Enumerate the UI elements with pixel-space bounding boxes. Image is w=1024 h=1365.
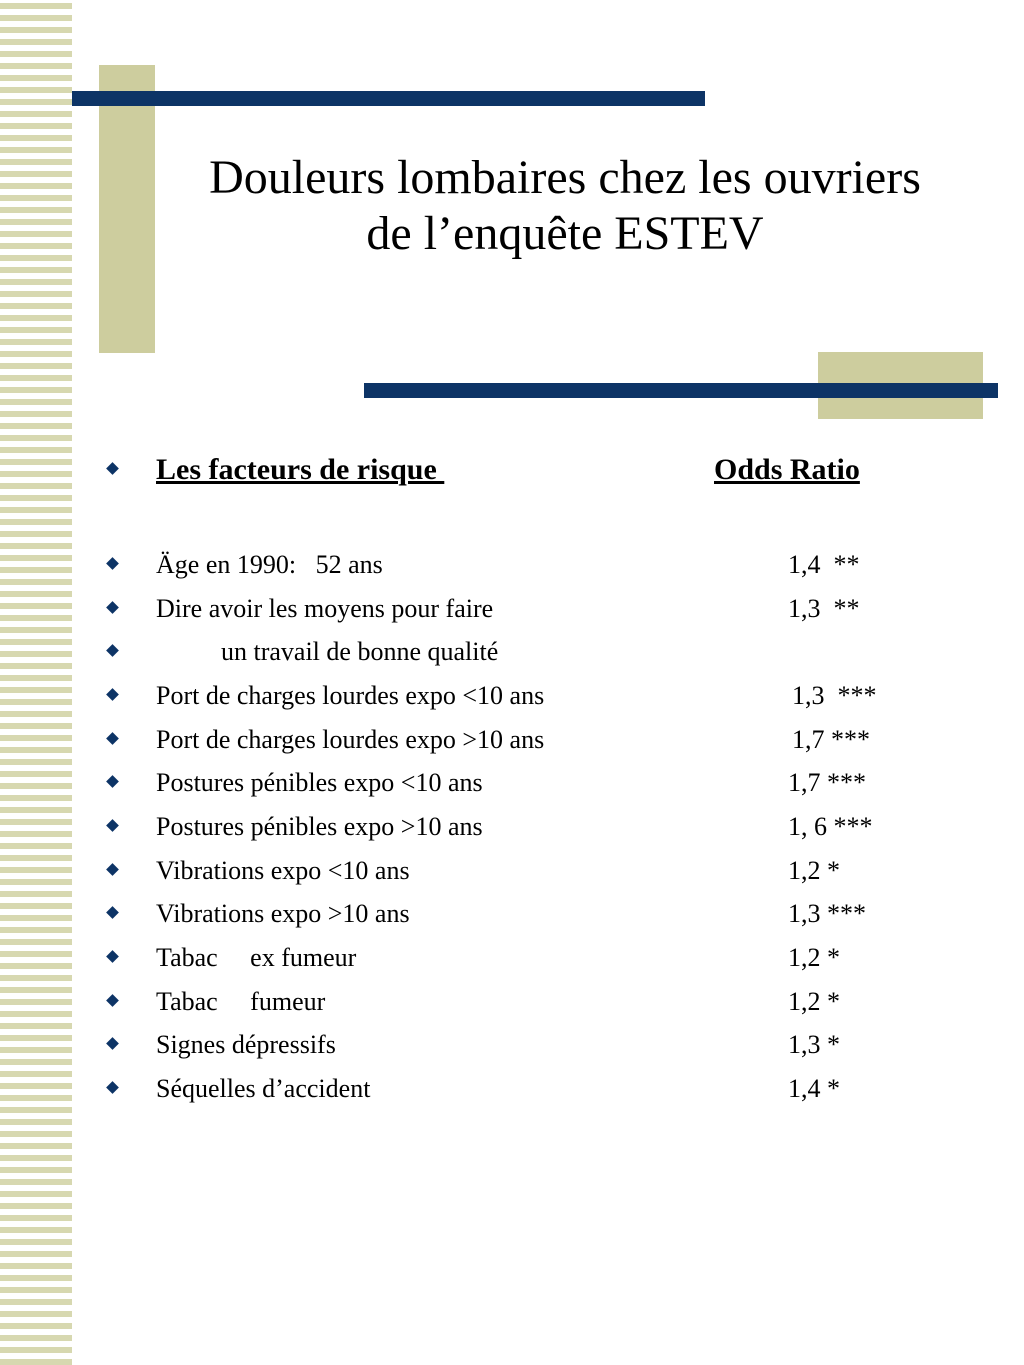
title-line-2: de l’enquête ESTEV xyxy=(366,207,764,260)
list-item xyxy=(0,545,860,585)
list-item xyxy=(0,632,499,672)
list-item xyxy=(0,589,860,629)
risk-factor-label: Séquelles d’accident xyxy=(156,1074,371,1103)
risk-factor-label: Postures pénibles expo >10 ans xyxy=(156,812,483,841)
header-risk-factors: Les facteurs de risque xyxy=(156,453,445,486)
bullet-diamond-icon xyxy=(106,863,119,876)
bullet-diamond-icon xyxy=(106,775,119,788)
odds-ratio-value: 1,4 * xyxy=(788,1074,840,1103)
bullet-diamond-icon xyxy=(106,906,119,919)
top-accent-block xyxy=(99,65,155,353)
list-item xyxy=(0,851,840,891)
odds-ratio-value: 1,3 *** xyxy=(788,899,866,928)
list-item xyxy=(0,1069,840,1109)
bullet-diamond-icon xyxy=(106,557,119,570)
odds-ratio-value: 1,3 ** xyxy=(788,594,860,623)
odds-ratio-value: 1,7 *** xyxy=(788,768,866,797)
list-item xyxy=(0,807,873,847)
table-header xyxy=(0,450,860,490)
risk-factor-label: Port de charges lourdes expo <10 ans xyxy=(156,681,545,710)
risk-factor-label: Vibrations expo <10 ans xyxy=(156,856,410,885)
bottom-accent-bar xyxy=(364,383,998,398)
odds-ratio-value: 1,2 * xyxy=(788,943,840,972)
bullet-diamond-icon xyxy=(106,462,119,475)
odds-ratio-value: 1,4 ** xyxy=(788,550,860,579)
risk-factor-label: Signes dépressifs xyxy=(156,1030,336,1059)
bullet-diamond-icon xyxy=(106,644,119,657)
odds-ratio-value: 1,2 * xyxy=(788,856,840,885)
bullet-diamond-icon xyxy=(106,688,119,701)
list-item xyxy=(0,894,866,934)
header-odds-ratio: Odds Ratio xyxy=(714,453,860,486)
risk-factor-label: Äge en 1990: 52 ans xyxy=(156,550,383,579)
top-accent-bar xyxy=(72,91,705,106)
bullet-diamond-icon xyxy=(106,601,119,614)
list-item xyxy=(0,763,866,803)
slide-title xyxy=(150,150,980,262)
bullet-diamond-icon xyxy=(106,732,119,745)
list-item xyxy=(0,720,870,760)
list-item xyxy=(0,982,840,1022)
odds-ratio-value: 1,3 * xyxy=(788,1030,840,1059)
bullet-diamond-icon xyxy=(106,1081,119,1094)
odds-ratio-value: 1,7 *** xyxy=(792,725,870,754)
title-line-1: Douleurs lombaires chez les ouvriers xyxy=(209,151,921,204)
risk-factor-label: Tabac fumeur xyxy=(156,987,326,1016)
risk-factor-label: Port de charges lourdes expo >10 ans xyxy=(156,725,545,754)
odds-ratio-value: 1, 6 *** xyxy=(788,812,873,841)
bullet-diamond-icon xyxy=(106,950,119,963)
risk-factor-label: Postures pénibles expo <10 ans xyxy=(156,768,483,797)
list-item xyxy=(0,1025,840,1065)
bullet-diamond-icon xyxy=(106,1037,119,1050)
risk-factor-label: Dire avoir les moyens pour faire xyxy=(156,594,494,623)
bullet-diamond-icon xyxy=(106,819,119,832)
odds-ratio-value: 1,3 *** xyxy=(792,681,877,710)
risk-factor-label: Tabac ex fumeur xyxy=(156,943,357,972)
list-item xyxy=(0,676,877,716)
bullet-diamond-icon xyxy=(106,994,119,1007)
odds-ratio-value: 1,2 * xyxy=(788,987,840,1016)
risk-factor-label: Vibrations expo >10 ans xyxy=(156,899,410,928)
list-item xyxy=(0,938,840,978)
risk-factor-label: un travail de bonne qualité xyxy=(156,637,499,666)
